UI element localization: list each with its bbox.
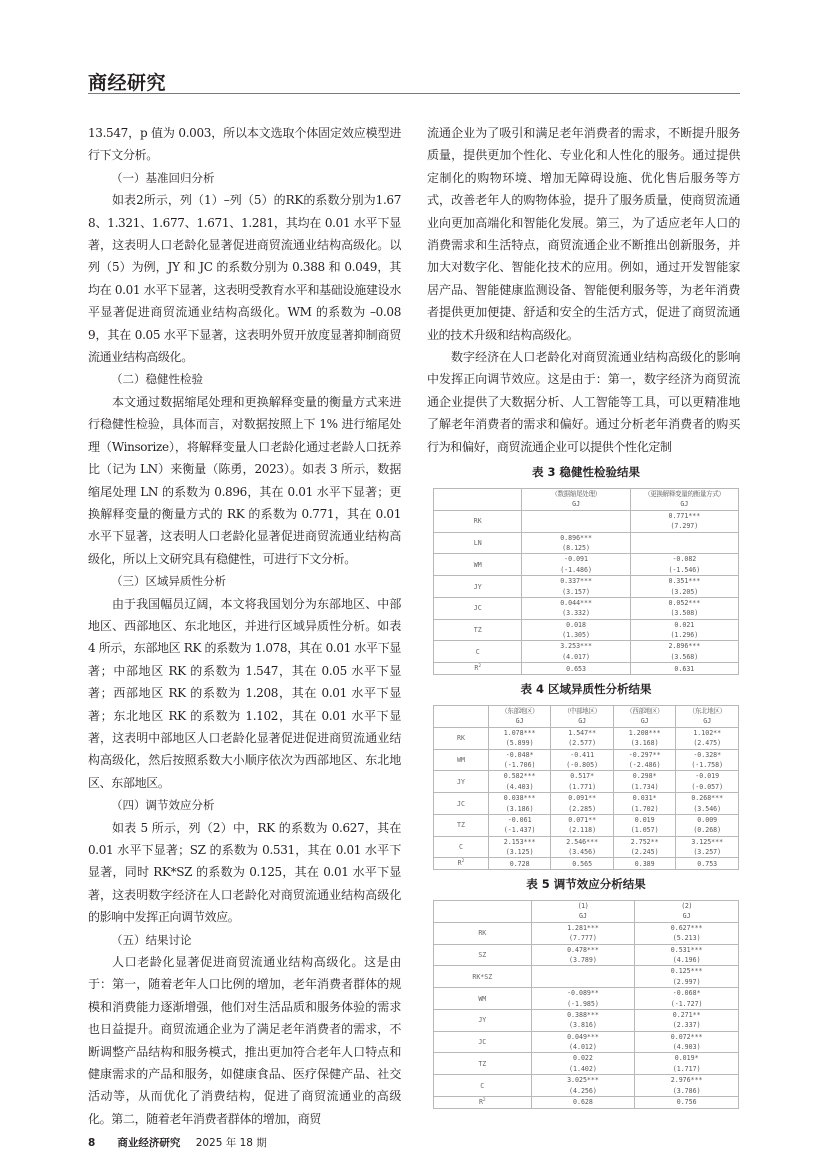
coefficient: 0.022 (573, 1054, 593, 1063)
coefficient: 1.078*** (503, 728, 536, 737)
t-statistic: (3.546) (693, 804, 722, 813)
coefficient-cell (613, 727, 676, 749)
t-statistic: (3.568) (670, 652, 699, 661)
coefficient-cell (531, 944, 635, 966)
table-row (434, 922, 739, 944)
coefficient (522, 511, 629, 521)
r-squared-label (434, 1097, 532, 1109)
t-statistic: (7.297) (670, 522, 699, 531)
t-statistic: (1.296) (670, 631, 699, 640)
coefficient: -0.068* (672, 989, 701, 998)
coefficient (631, 533, 738, 543)
running-head (88, 66, 740, 94)
coefficient: 0.044*** (560, 598, 592, 607)
coefficient: 1.281*** (567, 923, 599, 932)
r-squared: 0.728 (509, 859, 530, 868)
coefficient (532, 966, 635, 976)
coefficient-cell (676, 814, 739, 836)
t-statistic: (4.012) (569, 1043, 597, 1052)
table-row (434, 771, 739, 793)
table-3 (433, 488, 739, 675)
coefficient: 0.031* (632, 794, 657, 803)
column-label: (1) (577, 902, 589, 910)
t-statistic: (3.125) (505, 848, 534, 857)
variable-name: LN (434, 532, 522, 554)
coefficient: -0.019 (695, 772, 720, 781)
coefficient: 0.049*** (567, 1032, 599, 1041)
coefficient-cell (551, 727, 614, 749)
table-row (434, 619, 739, 641)
column-header (613, 706, 676, 728)
table-row (434, 1075, 739, 1097)
table-row (434, 641, 739, 663)
t-statistic: (3.786) (672, 1086, 701, 1095)
t-statistic: (-1.546) (668, 565, 701, 574)
dependent-variable: GJ (680, 500, 689, 509)
coefficient: -0.297** (628, 750, 661, 759)
t-statistic: (5.213) (672, 934, 701, 943)
left-column (88, 122, 401, 1130)
table-row (434, 576, 739, 598)
column-label: （中部地区） (563, 707, 601, 715)
table-3-title: 表 3 稳健性检验结果 (531, 465, 640, 479)
t-statistic: (2.577) (568, 739, 597, 748)
t-statistic: (4.256) (569, 1086, 597, 1095)
t-statistic: (3.168) (630, 739, 659, 748)
coefficient-cell (531, 1075, 635, 1097)
section-subheading: （四）调节效应分析 (111, 798, 215, 813)
coefficient-cell (613, 771, 676, 793)
coefficient: 2.976*** (670, 1076, 703, 1085)
column-label: （数据缩尾处理） (551, 490, 601, 498)
coefficient-cell (613, 836, 676, 858)
coefficient: -0.328* (693, 750, 722, 759)
coefficient: 0.268*** (691, 794, 724, 803)
coefficient: 0.271** (672, 1010, 701, 1019)
t-statistic: (1.402) (569, 1064, 597, 1073)
coefficient-cell (630, 619, 738, 641)
t-statistic: (3.186) (505, 804, 534, 813)
coefficient-cell (676, 749, 739, 771)
coefficient-cell (630, 532, 738, 554)
coefficient: 0.478*** (567, 945, 599, 954)
t-statistic: (3.508) (670, 609, 699, 618)
coefficient: 2.752** (630, 837, 659, 846)
t-statistic: (1.734) (630, 782, 659, 791)
variable-name: RK (434, 727, 489, 749)
dependent-variable: GJ (703, 717, 712, 726)
coefficient-cell (531, 1009, 635, 1031)
coefficient-cell (551, 749, 614, 771)
variable-name: TZ (434, 1053, 532, 1075)
coefficient: 0.531*** (670, 945, 703, 954)
t-statistic: (4.017) (562, 652, 590, 661)
coefficient: 0.582*** (503, 772, 536, 781)
coefficient-cell (531, 966, 635, 988)
coefficient-cell (676, 793, 739, 815)
dependent-variable: GJ (640, 717, 649, 726)
r-squared-symbol: R (474, 664, 479, 673)
coefficient-cell (488, 749, 551, 771)
t-statistic: (3.816) (569, 1021, 597, 1030)
r-squared: 0.653 (566, 664, 586, 673)
coefficient-cell (522, 641, 630, 663)
coefficient: 0.071** (568, 815, 597, 824)
table-row (434, 988, 739, 1010)
coefficient: 0.896*** (560, 533, 592, 542)
coefficient: -0.089** (567, 989, 599, 998)
t-statistic: (1.702) (630, 804, 659, 813)
t-statistic: (3.789) (569, 955, 597, 964)
coefficient: 0.388*** (567, 1010, 599, 1019)
table-3-robustness (433, 464, 739, 675)
t-statistic: (-1.758) (691, 760, 724, 769)
r-squared-row (434, 858, 739, 870)
coefficient: 0.125*** (670, 967, 703, 976)
dependent-variable: GJ (515, 717, 524, 726)
r-squared-value (635, 1097, 739, 1109)
coefficient-cell (551, 814, 614, 836)
table-4 (433, 705, 739, 870)
body-paragraph: 流通企业为了吸引和满足老年消费者的需求，不断提升服务质量，提供更加个性化、专业化和人性化的服务。通过提供定制化的购物环境、增加无障碍设施、优化售后服务等方式，改善老年人的购物体验，提升了服务质量，使商贸流通业向更加高端化和智能化发展。第三，为了适应老年人口的消费需求和生活特点，商贸流通企业不断推出创新服务，并加大对数字化、智能化技术的应用。例如，通过开发智能家居产品、智能健康监测设备、智能便利服务等，为老年消费者提供更加便捷、舒适和安全的生活方式，促进了商贸流通业的技术升级和结构高级化。 (427, 126, 740, 342)
body-paragraph: 如表 5 所示，列（2）中，RK 的系数为 0.627，其在 0.01 水平下显著；SZ 的系数为 0.531，其在 0.01 水平下显著，同时 RK*SZ 的系数为 0.125，其在 0.01 水平下显著，这表明数字经济在人口老龄化对商贸流通业结构高级化的影响中发挥正向调节效应。 (88, 820, 401, 925)
r-squared-value (630, 663, 738, 675)
table-4-regional-heterogeneity (433, 681, 739, 870)
coefficient-cell (676, 771, 739, 793)
variable-name: SZ (434, 944, 532, 966)
coefficient: 3.025*** (567, 1076, 599, 1085)
r-squared-superscript: 2 (482, 1097, 486, 1103)
r-squared: 0.631 (674, 664, 695, 673)
coefficient-cell (488, 793, 551, 815)
r-squared-value (676, 858, 739, 870)
t-statistic: (3.332) (562, 609, 590, 618)
coefficient-cell (522, 532, 630, 554)
table-row (434, 727, 739, 749)
variable-name: RK*SZ (434, 966, 532, 988)
variable-name: JC (434, 1031, 532, 1053)
section-subheading: （五）结果讨论 (111, 932, 192, 947)
variable-name: TZ (434, 814, 489, 836)
table-5-title: 表 5 调节效应分析结果 (526, 877, 646, 891)
coefficient-cell (531, 988, 635, 1010)
table-corner-cell (434, 706, 489, 728)
body-paragraph: 本文通过数据缩尾处理和更换解释变量的衡量方式来进行稳健性检验，具体而言，对数据按照上下 1% 进行缩尾处理（Winsorize），将解释变量人口老龄化通过老龄人口抚养比（记为 LN）来衡量（陈勇，2023）。如表 3 所示，数据缩尾处理 LN 的系数为 0.896，其在 0.01 水平下显著；更换解释变量的衡量方式的 RK 的系数为 0.771，其在 0.01 水平下显著，这表明人口老龄化显著促进商贸流通业结构高级化，所以上文研究具有稳健性，可进行下文分析。 (88, 394, 401, 566)
column-label: (2) (681, 902, 692, 910)
table-row (434, 749, 739, 771)
coefficient-cell (488, 836, 551, 858)
coefficient: 0.019* (674, 1054, 699, 1063)
body-paragraph: 人口老龄化显著促进商贸流通业结构高级化。这是由于：第一，随着老年人口比例的增加，老年消费者群体的规模和消费能力逐渐增强，他们对生活品质和服务体验的需求也日益提升。商贸流通企业为了满足老年消费者的需求，不断调整产品结构和服务模式，推出更加符合老年人口特点和健康需求的产品和服务，如健康食品、医疗保健产品、社交活动等，从而优化了消费结构，促进了商贸流通业的高级化。第二，随着老年消费者群体的增加，商贸 (88, 955, 401, 1126)
coefficient: 2.546*** (566, 837, 599, 846)
table-row (434, 793, 739, 815)
r-squared-label (434, 663, 522, 675)
coefficient: 3.125*** (691, 837, 724, 846)
table-corner-cell (434, 489, 522, 511)
r-squared-superscript: 2 (461, 859, 465, 865)
coefficient: 0.038*** (503, 794, 536, 803)
coefficient-cell (635, 1075, 739, 1097)
dependent-variable: GJ (572, 500, 581, 509)
coefficient-cell (613, 814, 676, 836)
t-statistic: (-1.985) (567, 999, 599, 1008)
table-row (434, 532, 739, 554)
r-squared-symbol: R (457, 859, 462, 868)
t-statistic: (4.403) (505, 782, 534, 791)
coefficient-cell (630, 510, 738, 532)
t-statistic: (4.903) (672, 1043, 701, 1052)
coefficient: 0.337*** (560, 577, 592, 586)
body-paragraph: 13.547，p 值为 0.003，所以本文选取个体固定效应模型进行下文分析。 (88, 126, 401, 163)
coefficient: 2.896*** (668, 642, 701, 651)
t-statistic: (4.196) (672, 955, 701, 964)
coefficient: -0.061 (507, 815, 532, 824)
t-statistic: (0.268) (693, 826, 722, 835)
body-paragraph: 由于我国幅员辽阔，本文将我国划分为东部地区、中部地区、西部地区、东北地区，并进行区域异质性分析。如表 4 所示，东部地区 RK 的系数为 1.078，其在 0.01 水平下显著；中部地区 RK 的系数为 1.547，其在 0.05 水平下显著；西部地区 RK 的系数为 1.208，其在 0.01 水平下显著；东北地区 RK 的系数为 1.102，其在 0.01 水平下显著，这表明中部地区人口老龄化显著促进促进商贸流通业结构高级化，然后按照系数大小顺序依次为西部地区、东北地区、东部地区。 (88, 596, 401, 790)
r-squared-value (613, 858, 676, 870)
variable-name: JC (434, 597, 522, 619)
column-header (488, 706, 551, 728)
coefficient: 1.547** (568, 728, 597, 737)
r-squared-row (434, 1097, 739, 1109)
t-statistic: (2.475) (693, 739, 722, 748)
coefficient: 0.627*** (670, 923, 703, 932)
table-row (434, 1053, 739, 1075)
table-5-moderation-effect (433, 876, 739, 1109)
coefficient: 0.517* (570, 772, 595, 781)
page-footer (88, 1136, 267, 1150)
coefficient-cell (522, 619, 630, 641)
table-row (434, 966, 739, 988)
variable-name: JC (434, 793, 489, 815)
t-statistic: (5.899) (505, 739, 534, 748)
variable-name: RK (434, 510, 522, 532)
coefficient: -0.091 (564, 555, 588, 564)
r-squared: 0.389 (634, 859, 655, 868)
coefficient: -0.411 (570, 750, 595, 759)
table-row (434, 814, 739, 836)
coefficient-cell (488, 771, 551, 793)
coefficient-cell (635, 966, 739, 988)
column-header (635, 901, 739, 923)
t-statistic: (1.771) (568, 782, 597, 791)
coefficient: 0.072*** (670, 1032, 703, 1041)
t-statistic: (3.157) (562, 587, 590, 596)
table-row (434, 836, 739, 858)
coefficient-cell (551, 793, 614, 815)
r-squared-value (522, 663, 630, 675)
coefficient-cell (635, 988, 739, 1010)
t-statistic: (-2.486) (628, 760, 661, 769)
coefficient-cell (630, 641, 738, 663)
coefficient-cell (676, 727, 739, 749)
variable-name: WM (434, 554, 522, 576)
coefficient: 1.208*** (628, 728, 661, 737)
column-header (551, 706, 614, 728)
coefficient: 0.091** (568, 794, 597, 803)
t-statistic: (-0.805) (566, 760, 599, 769)
section-subheading: （三）区域异质性分析 (111, 574, 226, 589)
t-statistic: (8.125) (562, 543, 590, 552)
table-row (434, 597, 739, 619)
table-5 (433, 900, 739, 1109)
column-label: （西部地区） (626, 707, 664, 715)
coefficient-cell (635, 1031, 739, 1053)
coefficient-cell (630, 597, 738, 619)
column-label: （东北地区） (688, 707, 726, 715)
r-squared-superscript: 2 (478, 664, 482, 670)
column-header (676, 706, 739, 728)
t-statistic: (2.997) (672, 977, 701, 986)
t-statistic: (2.118) (568, 826, 597, 835)
r-squared: 0.628 (573, 1098, 593, 1107)
coefficient-cell (531, 922, 635, 944)
coefficient-cell (551, 836, 614, 858)
table-row (434, 944, 739, 966)
coefficient-cell (551, 771, 614, 793)
r-squared-value (551, 858, 614, 870)
coefficient-cell (522, 576, 630, 598)
coefficient-cell (488, 727, 551, 749)
t-statistic (532, 977, 635, 987)
table-row (434, 554, 739, 576)
variable-name: WM (434, 988, 532, 1010)
t-statistic: (1.717) (672, 1064, 701, 1073)
r-squared-value (531, 1097, 635, 1109)
table-row (434, 1031, 739, 1053)
t-statistic: (2.245) (630, 848, 659, 857)
coefficient: -0.082 (672, 555, 697, 564)
coefficient: 0.351*** (668, 577, 701, 586)
coefficient: 0.019 (634, 815, 655, 824)
body-paragraph: 数字经济在人口老龄化对商贸流通业结构高级化的影响中发挥正向调节效应。这是由于：第一，数字经济为商贸流通企业提供了大数据分析、人工智能等工具，可以更精准地了解老年消费者的需求和偏好。通过分析老年消费者的购买行为和偏好，商贸流通企业可以提供个性化定制 (427, 350, 740, 454)
coefficient-cell (488, 814, 551, 836)
variable-name: JY (434, 771, 489, 793)
table-corner-cell (434, 901, 532, 923)
coefficient-cell (630, 576, 738, 598)
variable-name: RK (434, 922, 532, 944)
r-squared: 0.753 (697, 859, 718, 868)
coefficient-cell (522, 554, 630, 576)
dependent-variable: GJ (578, 717, 587, 726)
coefficient-cell (635, 944, 739, 966)
variable-name: JY (434, 1009, 532, 1031)
t-statistic: (-1.727) (670, 999, 703, 1008)
coefficient-cell (522, 510, 630, 532)
coefficient: 0.771*** (668, 511, 701, 520)
variable-name: C (434, 836, 489, 858)
t-statistic: (3.456) (568, 848, 597, 857)
dependent-variable: GJ (682, 912, 691, 921)
coefficient-cell (613, 793, 676, 815)
column-header (531, 901, 635, 923)
column-label: （东部地区） (501, 707, 539, 715)
column-header (522, 489, 630, 511)
right-column (427, 122, 740, 458)
page-number: 8 (88, 1137, 96, 1149)
t-statistic: (-1.706) (503, 760, 536, 769)
body-paragraph: 如表2所示，列（1）–列（5）的RK的系数分别为1.678、1.321、1.677、1.671、1.281，其均在 0.01 水平下显著，这表明人口老龄化显著促进商贸流通业结构高级化。以列（5）为例，JY 和 JC 的系数分别为 0.388 和 0.049，其均在 0.01 水平下显著，这表明受教育水平和基础设施建设水平显著促进商贸流通业结构高级化。WM 的系数为 –0.089，其在 0.05 水平下显著，这表明外贸开放度显著抑制商贸流通业结构高级化。 (88, 193, 401, 365)
dependent-variable: GJ (578, 912, 587, 921)
coefficient: 0.018 (566, 620, 586, 629)
coefficient-cell (531, 1053, 635, 1075)
variable-name: C (434, 641, 522, 663)
table-row (434, 1009, 739, 1031)
section-subheading: （二）稳健性检验 (111, 372, 203, 387)
coefficient-cell (531, 1031, 635, 1053)
coefficient: 0.021 (674, 620, 695, 629)
coefficient-cell (630, 554, 738, 576)
variable-name: TZ (434, 619, 522, 641)
table-header-row (434, 489, 739, 511)
table-header-row (434, 901, 739, 923)
coefficient-cell (635, 1053, 739, 1075)
t-statistic: (3.205) (670, 587, 699, 596)
r-squared: 0.756 (676, 1098, 697, 1107)
coefficient: 1.102** (693, 728, 722, 737)
r-squared-symbol: R (478, 1098, 483, 1107)
section-subheading: （一）基准回归分析 (111, 170, 215, 185)
table-4-title: 表 4 区域异质性分析结果 (520, 682, 652, 696)
table-header-row (434, 706, 739, 728)
t-statistic: (1.057) (630, 826, 659, 835)
footer-journal-name: 商业经济研究 (117, 1137, 181, 1149)
coefficient-cell (676, 836, 739, 858)
coefficient: 0.052*** (668, 598, 701, 607)
coefficient: -0.048* (505, 750, 534, 759)
coefficient: 2.153*** (503, 837, 536, 846)
t-statistic: (-0.057) (691, 782, 724, 791)
r-squared-row (434, 663, 739, 675)
table-row (434, 510, 739, 532)
t-statistic: (-1.486) (560, 565, 592, 574)
r-squared-value (488, 858, 551, 870)
t-statistic: (7.777) (569, 934, 597, 943)
coefficient-cell (635, 922, 739, 944)
variable-name: JY (434, 576, 522, 598)
variable-name: C (434, 1075, 532, 1097)
variable-name: WM (434, 749, 489, 771)
t-statistic: (2.337) (672, 1021, 701, 1030)
journal-section-title: 商经研究 (88, 72, 167, 94)
t-statistic (522, 521, 629, 531)
t-statistic: (3.257) (693, 848, 722, 857)
coefficient-cell (635, 1009, 739, 1031)
coefficient-cell (613, 749, 676, 771)
r-squared-label (434, 858, 489, 870)
footer-issue: 2025 年 18 期 (195, 1137, 267, 1149)
coefficient-cell (522, 597, 630, 619)
coefficient: 3.253*** (560, 642, 592, 651)
column-label: （更换解释变量的衡量方式） (644, 490, 725, 498)
column-header (630, 489, 738, 511)
t-statistic: (1.305) (562, 631, 590, 640)
t-statistic: (2.285) (568, 804, 597, 813)
coefficient: 0.298* (632, 772, 657, 781)
coefficient: 0.009 (697, 815, 718, 824)
t-statistic (631, 543, 738, 553)
t-statistic: (-1.437) (503, 826, 536, 835)
r-squared: 0.565 (572, 859, 593, 868)
